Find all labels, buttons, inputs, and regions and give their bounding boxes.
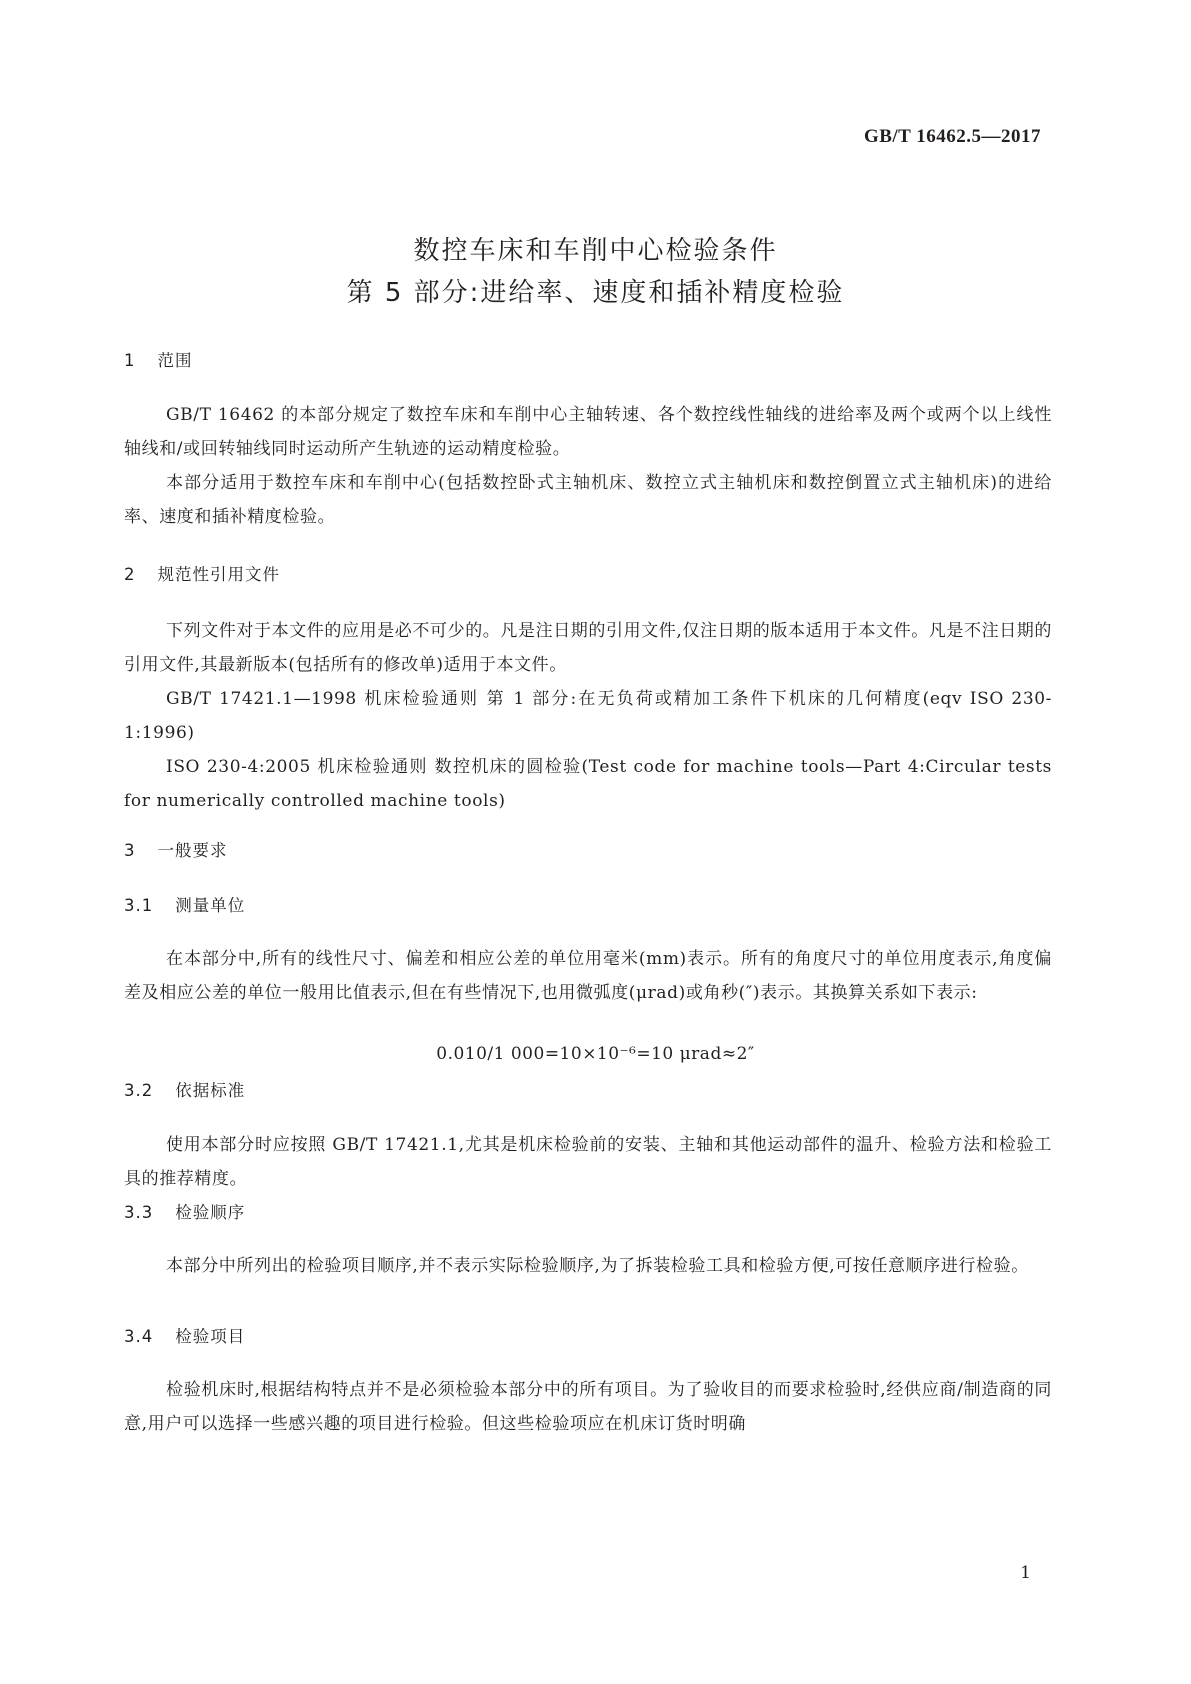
section-title: 依据标准 xyxy=(175,1081,246,1100)
section-2-paragraph-1: 下列文件对于本文件的应用是必不可少的。凡是注日期的引用文件,仅注日期的版本适用于本文件。凡是不注日期的引用文件,其最新版本(包括所有的修改单)适用于本文件。 xyxy=(124,621,1053,675)
document-title-line-2: 第 5 部分:进给率、速度和插补精度检验 xyxy=(346,278,845,308)
section-title: 测量单位 xyxy=(175,896,246,915)
section-3-4-paragraph: 检验机床时,根据结构特点并不是必须检验本部分中的所有项目。为了验收目的而要求检验时,经供应商/制造商的同意,用户可以选择一些感兴趣的项目进行检验。但这些检验项应在机床订货时明确 xyxy=(124,1380,1052,1434)
section-title: 规范性引用文件 xyxy=(157,565,280,584)
section-1-paragraph-2: 本部分适用于数控车床和车削中心(包括数控卧式主轴机床、数控立式主轴机床和数控倒置立式主轴机床)的进给率、速度和插补精度检验。 xyxy=(124,473,1052,527)
section-number: 3.1 xyxy=(124,896,154,915)
conversion-formula: 0.010/1 000=10×10⁻⁶=10 μrad≈2″ xyxy=(436,1044,755,1064)
section-number: 3.4 xyxy=(124,1327,154,1346)
section-number: 2 xyxy=(124,565,136,584)
section-3-1-paragraph: 在本部分中,所有的线性尺寸、偏差和相应公差的单位用毫米(mm)表示。所有的角度尺寸的单位用度表示,角度偏差及相应公差的单位一般用比值表示,但在有些情况下,也用微弧度(μrad)或角秒(″)表示。其换算关系如下表示: xyxy=(124,949,1052,1003)
section-2-reference-2: ISO 230-4:2005 机床检验通则 数控机床的圆检验(Test code for machine tools—Part 4:Circular tests for numerically controlled machine tools) xyxy=(124,757,1052,811)
section-number: 3.2 xyxy=(124,1081,154,1100)
section-1-paragraph-1: GB/T 16462 的本部分规定了数控车床和车削中心主轴转速、各个数控线性轴线的进给率及两个或两个以上线性轴线和/或回转轴线同时运动所产生轨迹的运动精度检验。 xyxy=(124,405,1052,459)
section-title: 范围 xyxy=(157,351,193,370)
section-1-heading xyxy=(124,347,193,371)
section-3-4-heading xyxy=(124,1323,245,1347)
document-title-line-1: 数控车床和车削中心检验条件 xyxy=(413,236,778,266)
section-title: 检验项目 xyxy=(175,1327,246,1346)
section-number: 3 xyxy=(124,841,136,860)
section-number: 1 xyxy=(124,351,136,370)
section-2-heading xyxy=(124,561,280,585)
section-title: 一般要求 xyxy=(157,841,228,860)
page-number: 1 xyxy=(1020,1563,1031,1583)
section-3-1-heading xyxy=(124,892,245,916)
section-3-heading xyxy=(124,837,228,861)
section-3-3-paragraph: 本部分中所列出的检验项目顺序,并不表示实际检验顺序,为了拆装检验工具和检验方便,可按任意顺序进行检验。 xyxy=(166,1256,1029,1276)
section-2-reference-1: GB/T 17421.1—1998 机床检验通则 第 1 部分:在无负荷或精加工条件下机床的几何精度(eqv ISO 230-1:1996) xyxy=(124,689,1052,743)
section-3-2-paragraph: 使用本部分时应按照 GB/T 17421.1,尤其是机床检验前的安装、主轴和其他运动部件的温升、检验方法和检验工具的推荐精度。 xyxy=(124,1135,1052,1189)
section-number: 3.3 xyxy=(124,1203,154,1222)
standard-code: GB/T 16462.5—2017 xyxy=(863,126,1041,147)
section-3-3-heading xyxy=(124,1199,245,1223)
section-title: 检验顺序 xyxy=(175,1203,246,1222)
section-3-2-heading xyxy=(124,1077,245,1101)
